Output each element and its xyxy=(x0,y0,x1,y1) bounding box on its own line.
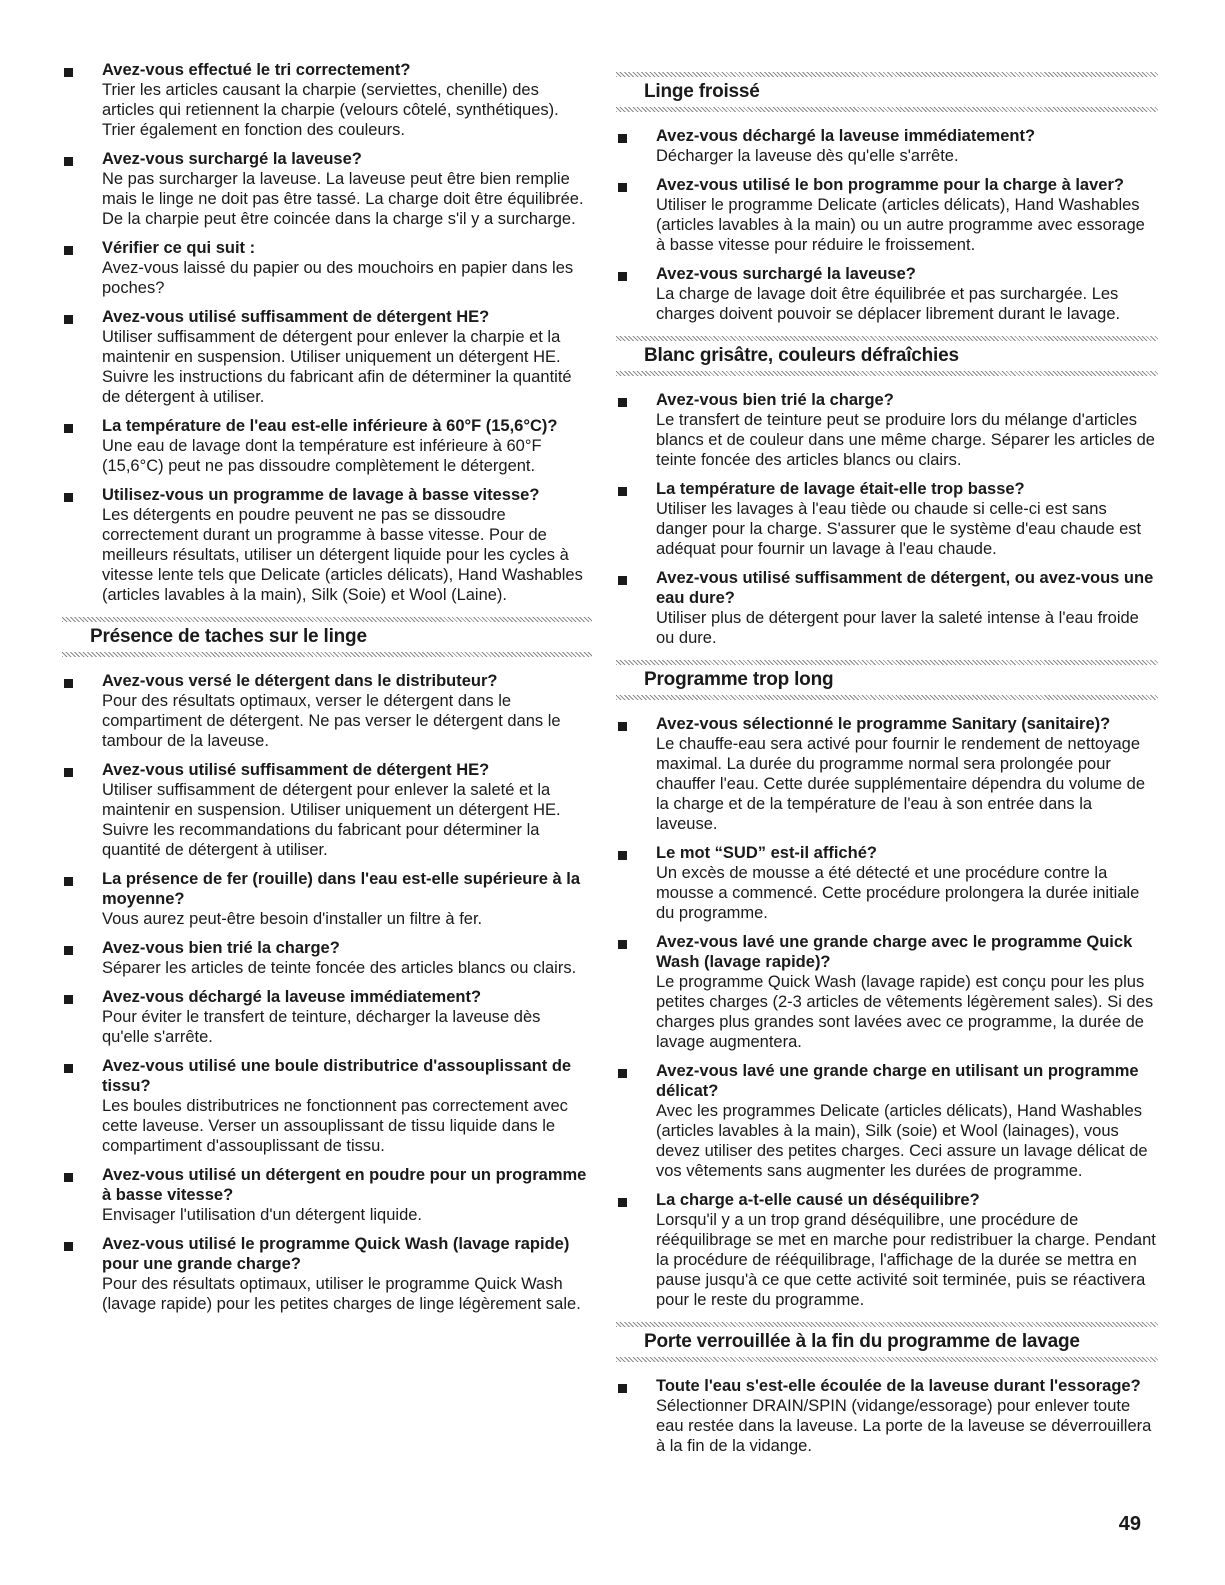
answer: La charge de lavage doit être équilibrée et pas surchargée. Les charges doivent pouvoir se déplacer librement durant le lavage. xyxy=(656,285,1121,323)
answer: Lorsqu'il y a un trop grand déséquilibre, une procédure de rééquilibrage se met en marche pour redistribuer la charge. Pendant la procédure de rééquilibrage, l'affichage de la durée se mettra en pause jusqu'à ce que cette activité soit terminée, puis se réactivera pour le reste du programme. xyxy=(656,1211,1156,1309)
list-item xyxy=(616,932,1158,1052)
question: Avez-vous utilisé un détergent en poudre pour un programme à basse vitesse? xyxy=(102,1166,587,1204)
question: La température de lavage était-elle trop basse? xyxy=(656,480,1025,498)
hatch-divider xyxy=(62,652,592,657)
question: Avez-vous sélectionné le programme Sanitary (sanitaire)? xyxy=(656,715,1111,733)
bullet-icon xyxy=(618,1069,627,1078)
hatch-divider xyxy=(616,695,1158,700)
left-column xyxy=(62,60,592,1323)
list-item xyxy=(62,60,592,140)
hatch-divider xyxy=(616,371,1158,376)
bullet-icon xyxy=(618,1384,627,1393)
answer: Décharger la laveuse dès qu'elle s'arrête. xyxy=(656,147,959,165)
list-item xyxy=(62,1234,592,1314)
section-header-blanc xyxy=(616,336,1158,376)
question: Vérifier ce qui suit : xyxy=(102,239,256,257)
question: Utilisez-vous un programme de lavage à basse vitesse? xyxy=(102,486,540,504)
question: Avez-vous utilisé le programme Quick Wash (lavage rapide) pour une grande charge? xyxy=(102,1235,570,1273)
list-item xyxy=(62,485,592,605)
list-item xyxy=(616,175,1158,255)
section-title: Porte verrouillée à la fin du programme de lavage xyxy=(644,1331,1080,1352)
question: La température de l'eau est-elle inférieure à 60°F (15,6°C)? xyxy=(102,417,558,435)
bullet-icon xyxy=(618,272,627,281)
bullet-icon xyxy=(64,493,73,502)
answer: Le transfert de teinture peut se produire lors du mélange d'articles blancs et de couleur dans une même charge. Séparer les articles de teinte foncée des articles blancs ou clairs. xyxy=(656,411,1155,469)
list-item xyxy=(62,1056,592,1156)
porte-list xyxy=(616,1376,1158,1456)
question: Avez-vous déchargé la laveuse immédiatement? xyxy=(656,127,1036,145)
bullet-icon xyxy=(64,424,73,433)
right-column xyxy=(616,60,1158,1465)
bullet-icon xyxy=(64,1173,73,1182)
answer: Vous aurez peut-être besoin d'installer un filtre à fer. xyxy=(102,910,483,928)
list-item xyxy=(616,1190,1158,1310)
hatch-divider xyxy=(616,1357,1158,1362)
answer: Avec les programmes Delicate (articles délicats), Hand Washables (articles lavables à la main), Silk (soie) et Wool (lainages), vous devez utiliser des petites charges. Ceci assure un lavage délicat de vos vêtements sans augmenter les durées de programme. xyxy=(656,1102,1148,1180)
question: Avez-vous utilisé suffisamment de détergent HE? xyxy=(102,761,490,779)
list-item xyxy=(616,264,1158,324)
list-item xyxy=(62,760,592,860)
list-item xyxy=(62,1165,592,1225)
bullet-icon xyxy=(618,940,627,949)
list-item xyxy=(616,1061,1158,1181)
list-item xyxy=(616,568,1158,648)
question: Avez-vous effectué le tri correctement? xyxy=(102,61,411,79)
froisse-list xyxy=(616,126,1158,324)
list-item xyxy=(62,987,592,1047)
section-title: Programme trop long xyxy=(644,669,834,690)
section-header-porte xyxy=(616,1322,1158,1362)
blanc-list xyxy=(616,390,1158,648)
list-item xyxy=(616,390,1158,470)
list-item xyxy=(616,1376,1158,1456)
section-title: Linge froissé xyxy=(644,81,760,102)
answer: Sélectionner DRAIN/SPIN (vidange/essorage) pour enlever toute eau restée dans la laveuse. La porte de la laveuse se déverrouillera à la fin de la vidange. xyxy=(656,1397,1152,1455)
question: Avez-vous lavé une grande charge en utilisant un programme délicat? xyxy=(656,1062,1139,1100)
bullet-icon xyxy=(64,246,73,255)
bullet-icon xyxy=(64,679,73,688)
bullet-icon xyxy=(618,134,627,143)
intro-list xyxy=(62,60,592,605)
question: Avez-vous utilisé le bon programme pour la charge à laver? xyxy=(656,176,1124,194)
answer: Séparer les articles de teinte foncée des articles blancs ou clairs. xyxy=(102,959,577,977)
answer: Utiliser plus de détergent pour laver la saleté intense à l'eau froide ou dure. xyxy=(656,609,1139,647)
answer: Utiliser le programme Delicate (articles délicats), Hand Washables (articles lavables à la main) ou un autre programme avec essorage à basse vitesse pour réduire le froissement. xyxy=(656,196,1145,254)
bullet-icon xyxy=(64,157,73,166)
section-header-long xyxy=(616,660,1158,700)
list-item xyxy=(616,843,1158,923)
answer: Envisager l'utilisation d'un détergent liquide. xyxy=(102,1206,423,1224)
bullet-icon xyxy=(64,1064,73,1073)
question: Avez-vous utilisé une boule distributrice d'assouplissant de tissu? xyxy=(102,1057,572,1095)
answer: Pour des résultats optimaux, utiliser le programme Quick Wash (lavage rapide) pour les petites charges de linge légèrement sale. xyxy=(102,1275,581,1313)
bullet-icon xyxy=(618,183,627,192)
bullet-icon xyxy=(64,768,73,777)
bullet-icon xyxy=(64,315,73,324)
question: Avez-vous surchargé la laveuse? xyxy=(102,150,362,168)
question: Avez-vous surchargé la laveuse? xyxy=(656,265,916,283)
answer: Avez-vous laissé du papier ou des mouchoirs en papier dans les poches? xyxy=(102,259,574,297)
answer: Utiliser suffisamment de détergent pour enlever la charpie et la maintenir en suspension. Utiliser uniquement un détergent HE. Suivre les instructions du fabricant afin de déterminer la quantité de détergent à utiliser. xyxy=(102,328,572,406)
bullet-icon xyxy=(64,877,73,886)
answer: Pour des résultats optimaux, verser le détergent dans le compartiment de détergent. Ne pas verser le détergent dans le tambour de la laveuse. xyxy=(102,692,561,750)
long-list xyxy=(616,714,1158,1310)
section-header-taches xyxy=(62,617,592,657)
answer: Le programme Quick Wash (lavage rapide) est conçu pour les plus petites charges (2-3 articles de vêtements légèrement sales). Si des charges plus grandes sont lavées avec ce programme, la durée de lavage augmentera. xyxy=(656,973,1154,1051)
hatch-divider xyxy=(616,107,1158,112)
answer: Les boules distributrices ne fonctionnent pas correctement avec cette laveuse. Verser un assouplissant de tissu liquide dans le compartiment d'assouplissant de tissu. xyxy=(102,1097,568,1155)
section-title: Présence de taches sur le linge xyxy=(90,626,367,647)
taches-list xyxy=(62,671,592,1314)
list-item xyxy=(616,126,1158,166)
bullet-icon xyxy=(64,68,73,77)
list-item xyxy=(62,238,592,298)
bullet-icon xyxy=(64,995,73,1004)
answer: Ne pas surcharger la laveuse. La laveuse peut être bien remplie mais le linge ne doit pas être tassé. La charge doit être équilibrée. De la charpie peut être coincée dans la charge s'il y a surcharge. xyxy=(102,170,584,228)
bullet-icon xyxy=(618,398,627,407)
list-item xyxy=(62,416,592,476)
bullet-icon xyxy=(64,946,73,955)
question: Toute l'eau s'est-elle écoulée de la laveuse durant l'essorage? xyxy=(656,1377,1141,1395)
section-header-froisse xyxy=(616,72,1158,112)
bullet-icon xyxy=(618,1198,627,1207)
question: Avez-vous bien trié la charge? xyxy=(102,939,340,957)
answer: Pour éviter le transfert de teinture, décharger la laveuse dès qu'elle s'arrête. xyxy=(102,1008,541,1046)
list-item xyxy=(616,714,1158,834)
list-item xyxy=(62,938,592,978)
question: Avez-vous utilisé suffisamment de détergent, ou avez-vous une eau dure? xyxy=(656,569,1154,607)
bullet-icon xyxy=(618,722,627,731)
answer: Utiliser suffisamment de détergent pour enlever la saleté et la maintenir en suspension. Utiliser uniquement un détergent HE. Suivre les recommandations du fabricant pour déterminer la quantité de détergent à utiliser. xyxy=(102,781,561,859)
question: La charge a-t-elle causé un déséquilibre? xyxy=(656,1191,980,1209)
list-item xyxy=(616,479,1158,559)
question: Avez-vous lavé une grande charge avec le programme Quick Wash (lavage rapide)? xyxy=(656,933,1133,971)
bullet-icon xyxy=(64,1242,73,1251)
question: Avez-vous versé le détergent dans le distributeur? xyxy=(102,672,498,690)
bullet-icon xyxy=(618,851,627,860)
question: Avez-vous utilisé suffisamment de détergent HE? xyxy=(102,308,490,326)
section-title: Blanc grisâtre, couleurs défraîchies xyxy=(644,345,959,366)
page-number: 49 xyxy=(1118,1513,1141,1535)
question: Avez-vous bien trié la charge? xyxy=(656,391,894,409)
question: Avez-vous déchargé la laveuse immédiatement? xyxy=(102,988,482,1006)
bullet-icon xyxy=(618,576,627,585)
answer: Le chauffe-eau sera activé pour fournir le rendement de nettoyage maximal. La durée du programme normal sera prolongée pour chauffer l'eau. Cette durée supplémentaire dépendra du volume de la charge et de la température de l'eau à son entrée dans la laveuse. xyxy=(656,735,1146,833)
list-item xyxy=(62,307,592,407)
answer: Une eau de lavage dont la température est inférieure à 60°F (15,6°C) peut ne pas dissoudre complètement le détergent. xyxy=(102,437,542,475)
answer: Utiliser les lavages à l'eau tiède ou chaude si celle-ci est sans danger pour la charge. S'assurer que le système d'eau chaude est adéquat pour fournir un lavage à l'eau chaude. xyxy=(656,500,1142,558)
list-item xyxy=(62,149,592,229)
answer: Les détergents en poudre peuvent ne pas se dissoudre correctement durant un programme à basse vitesse. Pour de meilleurs résultats, utiliser un détergent liquide pour les cycles à vitesse lente tels que Delicate (articles délicats), Hand Washables (articles lavables à la main), Silk (Soie) et Wool (Laine). xyxy=(102,506,583,604)
question: La présence de fer (rouille) dans l'eau est-elle supérieure à la moyenne? xyxy=(102,870,581,908)
bullet-icon xyxy=(618,487,627,496)
question: Le mot “SUD” est-il affiché? xyxy=(656,844,877,862)
list-item xyxy=(62,671,592,751)
list-item xyxy=(62,869,592,929)
answer: Un excès de mousse a été détecté et une procédure contre la mousse a commencé. Cette procédure prolongera la durée initiale du programme. xyxy=(656,864,1140,922)
answer: Trier les articles causant la charpie (serviettes, chenille) des articles qui retiennent la charpie (velours côtelé, synthétiques). Trier également en fonction des couleurs. xyxy=(102,81,559,139)
